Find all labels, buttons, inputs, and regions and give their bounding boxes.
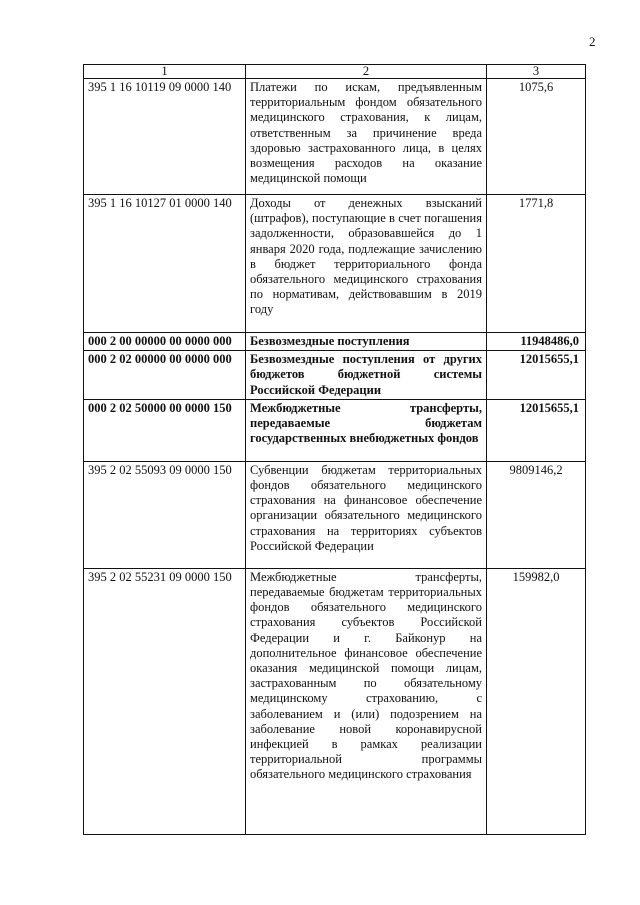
- row-amount: 9809146,2: [487, 461, 586, 568]
- column-header-amount: 3: [487, 65, 586, 79]
- table-header-row: [84, 65, 586, 79]
- page-number: 2: [589, 34, 596, 49]
- table-row: [84, 568, 586, 834]
- table-row: [84, 195, 586, 333]
- budget-revenue-table: [83, 64, 586, 835]
- row-description: Субвенции бюджетам территориальных фондов обязательного медицинского страхования на финансовое обеспечение организации обязательного медицинского страхования на территориях субъектов Российской Федерации: [246, 461, 487, 568]
- table-row: [84, 351, 586, 400]
- column-header-description: 2: [246, 65, 487, 79]
- column-header-code: 1: [84, 65, 246, 79]
- table-row: [84, 461, 586, 568]
- row-amount: 1771,8: [487, 195, 586, 333]
- row-code: 000 2 02 50000 00 0000 150: [84, 399, 246, 461]
- row-code: 395 2 02 55093 09 0000 150: [84, 461, 246, 568]
- row-code: 395 1 16 10119 09 0000 140: [84, 79, 246, 195]
- row-description: Межбюджетные трансферты, передаваемые бюджетам государственных внебюджетных фондов: [246, 399, 487, 461]
- table-row: [84, 333, 586, 351]
- row-description: Платежи по искам, предъявленным территориальным фондом обязательного медицинского страхования, к лицам, ответственным за причинение вреда здоровью застрахованного лица, в целях возмещения расходов на оказание медицинской помощи: [246, 79, 487, 195]
- row-description: Безвозмездные поступления от других бюджетов бюджетной системы Российской Федерации: [246, 351, 487, 400]
- row-code: 000 2 02 00000 00 0000 000: [84, 351, 246, 400]
- row-code: 395 2 02 55231 09 0000 150: [84, 568, 246, 834]
- row-amount: 159982,0: [487, 568, 586, 834]
- row-description: Доходы от денежных взысканий (штрафов), поступающие в счет погашения задолженности, образовавшейся до 1 января 2020 года, подлежащие зачислению в бюджет территориального фонда обязательного медицинского страхования по нормативам, действовавшим в 2019 году: [246, 195, 487, 333]
- table-row: [84, 399, 586, 461]
- row-code: 395 1 16 10127 01 0000 140: [84, 195, 246, 333]
- row-amount: 1075,6: [487, 79, 586, 195]
- row-amount: 12015655,1: [487, 351, 586, 400]
- row-description: Межбюджетные трансферты, передаваемые бюджетам территориальных фондов обязательного медицинского страхования субъектов Российской Федерации и г. Байконур на дополнительное финансовое обеспечение оказания медицинской помощи лицам, застрахованным по обязательному медицинскому страхованию, с заболеванием и (или) подозрением на заболевание новой коронавирусной инфекцией в рамках реализации территориальной программы обязательного медицинского страхования: [246, 568, 487, 834]
- row-amount: 11948486,0: [487, 333, 586, 351]
- row-description: Безвозмездные поступления: [246, 333, 487, 351]
- row-amount: 12015655,1: [487, 399, 586, 461]
- row-code: 000 2 00 00000 00 0000 000: [84, 333, 246, 351]
- table-row: [84, 79, 586, 195]
